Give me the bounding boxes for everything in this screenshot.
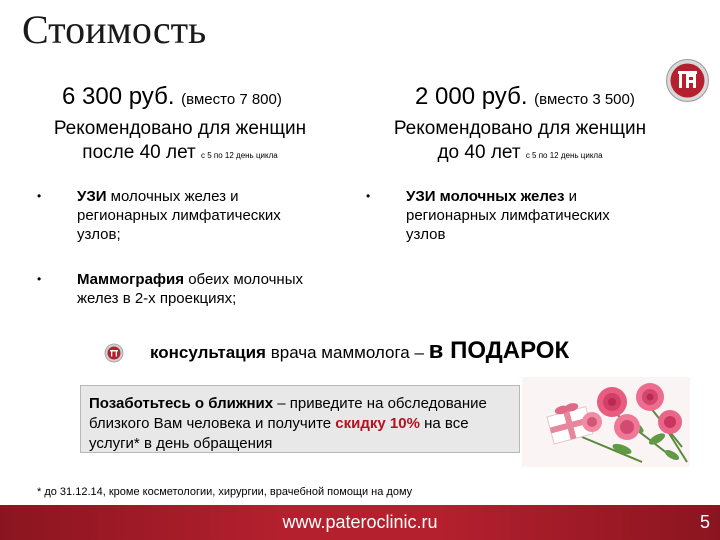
recommendation-2 — [355, 117, 685, 168]
promo-bold: Позаботьтесь о ближних — [89, 395, 274, 412]
price-option-1 — [62, 83, 282, 111]
service-text: обеих молочных желез в 2-х проекциях; — [77, 271, 303, 307]
price-option-2 — [415, 83, 635, 111]
list-item — [37, 270, 307, 308]
bullet-icon: • — [37, 189, 42, 203]
rec-1-line1: Рекомендовано для женщин — [53, 118, 307, 139]
gift-label: в ПОДАРОК — [428, 337, 570, 364]
service-list-2 — [366, 187, 646, 262]
service-bold: УЗИ молочных желез — [406, 188, 565, 205]
rec-2-line1: Рекомендовано для женщин — [393, 118, 647, 139]
rec-2-note: с 5 по 12 день цикла — [525, 151, 603, 160]
gift-bullet-icon — [104, 343, 124, 363]
clinic-logo — [665, 58, 710, 103]
service-text: и регионарных лимфатических узлов — [406, 188, 610, 243]
consult-text: врача маммолога – — [265, 343, 429, 362]
discount-label: скидку 10% — [335, 415, 420, 432]
service-bold: Маммография — [77, 271, 185, 288]
page-number: 5 — [699, 512, 710, 532]
consultation-gift — [150, 337, 569, 365]
service-list-1 — [37, 187, 307, 326]
price-1: 6 300 руб. — [62, 83, 175, 110]
recommendation-1 — [20, 117, 340, 168]
rec-1-line2: после 40 лет — [82, 142, 196, 163]
consult-bold: консультация — [150, 343, 266, 362]
footnote: * до 31.12.14, кроме косметологии, хирургии, врачебной помощи на дому — [37, 486, 413, 498]
bullet-icon: • — [366, 189, 371, 203]
roses-gift-image — [522, 377, 690, 467]
list-item — [37, 187, 307, 244]
page-title: Стоимость — [22, 7, 207, 52]
list-item — [366, 187, 646, 244]
old-price-1: (вместо 7 800) — [181, 91, 282, 108]
promo-text-2: на все услуги* в день обращения — [89, 415, 469, 452]
bullet-icon: • — [37, 272, 42, 286]
rec-1-note: с 5 по 12 день цикла — [201, 151, 278, 160]
old-price-2: (вместо 3 500) — [534, 91, 635, 108]
rec-2-line2: до 40 лет — [437, 142, 521, 163]
promo-box — [80, 385, 520, 453]
price-2: 2 000 руб. — [415, 83, 528, 110]
promo-text-1: – приведите на обследование близкого Вам человека и получите — [89, 395, 487, 432]
service-text: молочных желез и регионарных лимфатических узлов; — [77, 188, 281, 243]
service-bold: УЗИ — [77, 188, 107, 205]
website-link[interactable]: www.pateroclinic.ru — [282, 512, 438, 532]
